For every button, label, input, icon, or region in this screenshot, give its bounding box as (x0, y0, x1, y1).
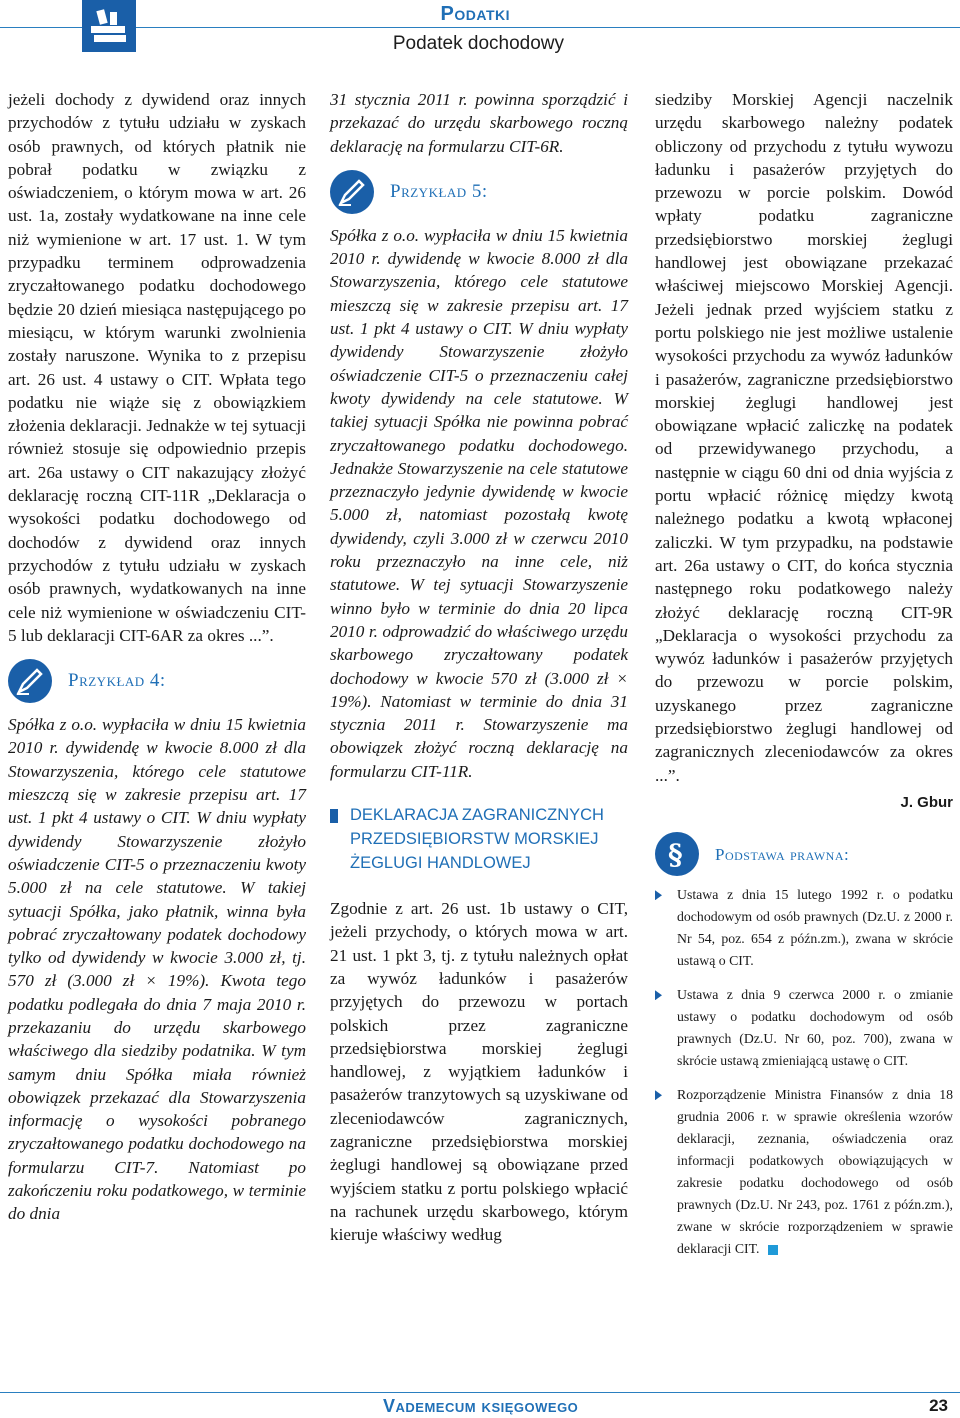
author-signature: J. Gbur (900, 793, 953, 811)
legal-basis-list (655, 884, 953, 1260)
bullet-icon (655, 990, 662, 1000)
section-marker (330, 809, 338, 823)
column-2 (330, 88, 628, 1246)
legal-item-text: Ustawa z dnia 15 lutego 1992 r. o podatku dochodowym od osób prawnych (Dz.U. z 2000 r. Nr 54, poz. 654 z późn.zm.), zwana w skrócie ustawą o CIT. (677, 887, 953, 969)
body-paragraph: jeżeli dochody z dywidend oraz innych przychodów z tytułu udziału w zyskach osób prawnych, od których płatnik nie pobrał podatku w związku z oświadczeniem, o którym mowa w art. 26 ust. 1a, zostały wydatkowane na inne cele niż wymienione w art. 17 ust. 1. W tym przypadku terminem odprowadzenia zryczałtowanego podatku dochodowego będzie 20 dzień miesiąca następującego po miesiącu, w którym warunki zwolnienia zostały naruszone. Wynika to z przepisu art. 26 ust. 4 ustawy o CIT. Wpłata tego podatku nie wiąże się z obowiązkiem złożenia deklaracji. Jednakże w tej sytuacji również stosuje się odpowiednio przepis art. 26a ustawy o CIT nakazujący złożyć deklarację roczną CIT-11R „Deklaracja o wysokości podatku dochodowego od dochodów z dywidend oraz innych przychodów z tytułu udziału w zyskach osób prawnych, wydatkowanych na inne cele niż wymienione w oświadczeniu CIT-5 lub deklaracji CIT-6AR za okres ...”. (8, 90, 306, 645)
example-4-text: Spółka z o.o. wypłaciła w dniu 15 kwietnia 2010 r. dywidendę w kwocie 8.000 zł dla Stowarzyszenia, którego cele statutowe mieszczą się w zakresie przepisu art. 17 ust. 1 pkt 4 ustawy o CIT. W dniu wypłaty dywidendy Stowarzyszenie złożyło oświadczenie CIT-5 o przeznaczeniu kwoty 5.000 zł na cele statutowe. W takiej sytuacji Spółka, jako płatnik, winna była pobrać zryczałtowany podatek dochodowy tylko od dywidendy w kwocie 3.000 zł, tj. 570 zł (3.000 zł × 19%). Kwota tego podatku podlegała do dnia 7 maja 2010 r. przekazaniu do urzędu skarbowego właściwego dla siedziby podatnika. W tym samym dniu Spółka miała również obowiązek przekazać dla Stowarzyszenia informację o wysokości pobranego zryczałtowanego podatku dochodowego na formularzu CIT-7. Natomiast po zakończeniu roku podatkowego, w terminie do dnia (8, 715, 306, 1224)
header-rule (0, 27, 960, 28)
svg-text:§: § (668, 839, 683, 870)
footer-rule (0, 1392, 960, 1393)
example-5-header (330, 170, 628, 214)
list-item (655, 984, 953, 1072)
section-title: DEKLARACJA ZAGRANICZNYCH PRZEDSIĘBIORSTW MORSKIEJ ŻEGLUGI HANDLOWEJ (350, 806, 604, 873)
pen-icon (330, 170, 374, 214)
example-4-header (8, 659, 306, 703)
example-5-title: Przykład 5: (390, 181, 488, 203)
bullet-icon (655, 890, 662, 900)
end-mark-icon (768, 1245, 778, 1255)
section-continuation: siedziby Morskiej Agencji naczelnik urzędu skarbowego należny podatek obliczony od przychodu z tytułu wywozu ładunku i pasażerów przyjętych do przewozu w porcie polskim. Dowód wpłaty podatku zagraniczne przedsiębiorstwo morskiej żeglugi handlowej jest obowiązane przekazać właściwej miejscowo Morskiej Agencji. Jeżeli jednak przed wyjściem statku z portu polskiego nie jest możliwe ustalenie wysokości przychodu za wywóz ładunków i pasażerów, zagraniczne przedsiębiorstwo morskiej żeglugi handlowej jest obowiązane wpłacić zaliczkę na podatek od przewidywanego przychodu, a następnie w ciągu 60 dni od dnia wyjścia z portu wpłacić różnicę między kwotą należnego podatku a kwotą wpłaconej zaliczki. W tym przypadku, na podstawie art. 26a ustawy o CIT, do końca stycznia następnego roku podatkowego należy złożyć deklarację roczną CIT-9R „Deklaracja o wysokości przychodu za wywóz ładunków i pasażerów przyjętych do przewozu w porcie polskim, uzyskanego przez zagraniczne przedsiębiorstwo żeglugi handlowej od zagranicznych zleceniodawców za okres ...”. (655, 90, 953, 785)
list-item (655, 884, 953, 972)
example-5-text: Spółka z o.o. wypłaciła w dniu 15 kwietnia 2010 r. dywidendę w kwocie 8.000 zł dla Stowarzyszenia, którego cele statutowe mieszczą się w zakresie przepisu art. 17 ust. 1 pkt 4 ustawy o CIT. W dniu wypłaty dywidendy Stowarzyszenie złożyło oświadczenie CIT-5 o przeznaczeniu całej kwoty dywidendy na cele statutowe. W takiej sytuacji Spółka nie powinna pobrać zryczałtowanego podatku dochodowego. Jednakże Stowarzyszenie na cele statutowe przeznaczyło jedynie dywidendę w kwocie 5.000 zł, natomiast pozostałą kwotę dywidendy, czyli 3.000 zł w czerwcu 2010 roku przeznaczyło na inne cele, niż statutowe. W tej sytuacji Stowarzyszenie winno było w terminie do dnia 20 lipca 2010 r. odprowadzić do właściwego urzędu skarbowego zryczałtowany podatek dochodowy w kwocie 570 zł (3.000 zł × 19%). Natomiast w terminie do dnia 31 stycznia 2011 r. Stowarzyszenie ma obowiązek złożyć roczną deklarację na formularzu CIT-11R. (330, 225, 628, 781)
example-4-continuation: 31 stycznia 2011 r. powinna sporządzić i przekazać do urzędu skarbowego roczną deklarację na formularzu CIT-6R. (330, 90, 628, 156)
legal-basis-header (655, 832, 953, 876)
example-4-title: Przykład 4: (68, 670, 166, 692)
header-section: Podatki (440, 3, 510, 25)
legal-item-text: Rozporządzenie Ministra Finansów z dnia 18 grudnia 2006 r. w sprawie określenia wzorów deklaracji, zeznania, oświadczenia oraz informacji podatkowych obowiązujących w zakresie podatku dochodowego od osób prawnych (Dz.U. Nr 243, poz. 1761 z późn.zm.), zwane w skrócie rozporządzeniem w sprawie deklaracji CIT. (677, 1087, 953, 1257)
legal-basis-title: Podstawa prawna: (715, 844, 850, 864)
list-item (655, 1084, 953, 1260)
header-subsection: Podatek dochodowy (392, 33, 564, 54)
column-3 (655, 88, 953, 1272)
books-logo-icon (82, 0, 136, 52)
column-1 (8, 88, 306, 1226)
page-number: 23 (929, 1396, 948, 1415)
footer-brand: Vademecum księgowego (383, 1396, 579, 1416)
bullet-icon (655, 1090, 662, 1100)
legal-item-text: Ustawa z dnia 9 czerwca 2000 r. o zmianie ustawy o podatku dochodowym od osób prawnych (Dz.U. Nr 60, poz. 700), zwana w skrócie ustawą zmieniającą ustawę o CIT. (677, 987, 953, 1069)
section-heading (330, 803, 628, 875)
pen-icon (8, 659, 52, 703)
section-text: Zgodnie z art. 26 ust. 1b ustawy o CIT, jeżeli przychody, o których mowa w art. 21 ust. 1 pkt 3, tj. z tytułu należnych opłat za wywóz ładunków i pasażerów przyjętych do przewozu w portach polskich przez zagraniczne przedsiębiorstwa morskiej żeglugi handlowej, z wyjątkiem ładunków i pasażerów tranzytowych są uzyskiwane od zleceniodawców zagranicznych, zagraniczne przedsiębiorstwa morskiej żeglugi handlowej są obowiązane przed wyjściem statku z portu polskiego wpłacić na rachunek urzędu skarbowego, którym kieruje właściwy według (330, 899, 628, 1245)
paragraph-icon (655, 832, 699, 876)
